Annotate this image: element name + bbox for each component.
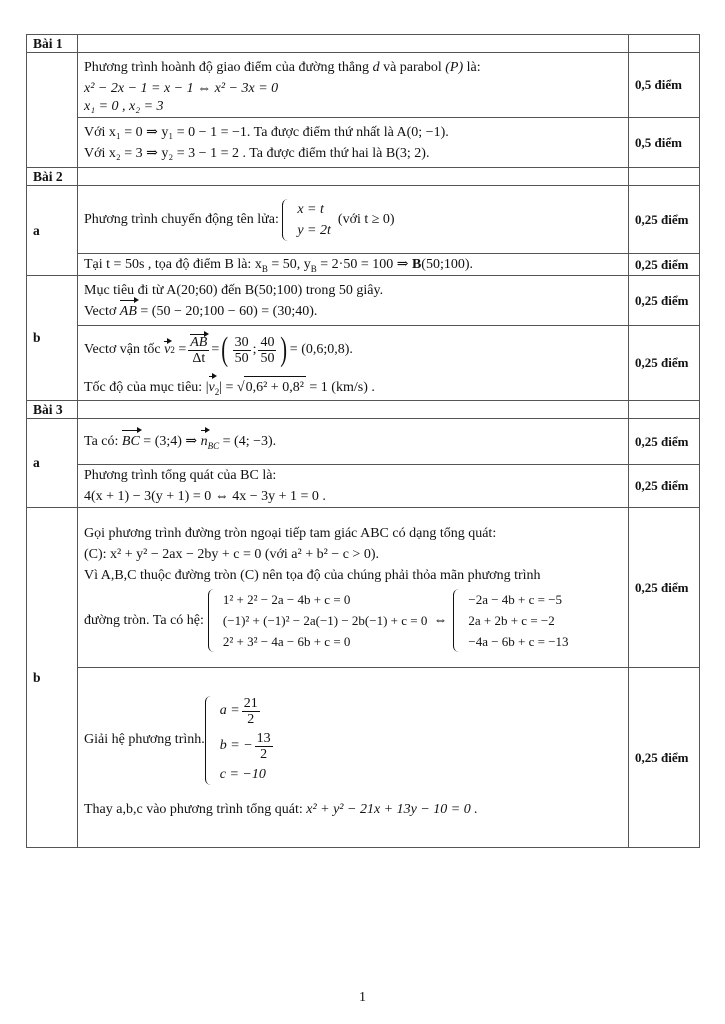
bai2-velocity: Vectơ vận tốc v 2 = $\frac{AB}{\Delta t}$ = ( $\frac{30}{50}$ ; $\frac{40}{50}$ ) = (0,6;0,8). Tốc độ của mục tiêu: $|v_2| = √0,6^2 + 0,8^2 = 1$ (km/s) . <box>78 326 629 401</box>
part-label <box>27 53 78 168</box>
bai3-circle-system: Gọi phương trình đường tròn ngoại tiếp tam giác ABC có dạng tổng quát: (C): x² + y² − 2ax − 2by + c = 0 (với a² + b² − c > 0). Vì A,B,C thuộc đường tròn (C) nên tọa độ của chúng phải thỏa mãn phương trình đường tròn. Ta có hệ: 1² + 2² − 2a − 4b + c = 0 (−1)² + (−1)² − 2a(−1) − 2b(−1) + c = 0 2² + 3² − 4a − 6b + c = 0 ⇔ −2a − 4b + c = −5 2a + 2b + c = −2 −4a − 6b + c = −13 <box>78 508 629 668</box>
bai2-motion: Phương trình chuyển động tên lửa: x = t y = 2t (với t ≥ 0) <box>78 186 629 254</box>
score-badge: 0,5 điểm <box>629 118 700 168</box>
solution-table <box>26 34 700 848</box>
bai1-step1: Phương trình hoành độ giao điểm của đường thẳng d và parabol (P) là: x² − 2x − 1 = x − 1 ⇔ x² − 3x = 0 x₁ = 0 , x₂ = 3 <box>78 53 629 118</box>
part-label-b: b <box>27 276 78 401</box>
part-label-b: b <box>27 508 78 848</box>
part-label-a: a <box>27 419 78 508</box>
section-title-bai3: Bài 3 <box>27 401 78 419</box>
score-badge: 0,25 điểm <box>629 508 700 668</box>
score-badge: 0,5 điểm <box>629 53 700 118</box>
score-badge: 0,25 điểm <box>629 419 700 465</box>
part-label-a: a <box>27 186 78 276</box>
score-badge: 0,25 điểm <box>629 276 700 326</box>
bai2-vector-ab: Mục tiêu đi từ A(20;60) đến B(50;100) trong 50 giây. Vectơ AB = (50 − 20;100 − 60) = (30;40). <box>78 276 629 326</box>
bai1-step2: Với x₁ = 0 ⇒ y₁ = 0 − 1 = −1. Ta được điểm thứ nhất là A(0; −1). Với x₂ = 3 ⇒ y₂ = 3 − 1 = 2 . Ta được điểm thứ hai là B(3; 2). <box>78 118 629 168</box>
equation: x² − 2x − 1 = x − 1 ⇔ x² − 3x = 0 <box>84 80 279 96</box>
solution-system: a = $\frac{21}{2}$ b = − $\frac{13}{2}$ c = −10 <box>205 696 275 785</box>
equation: x₁ = 0 , x₂ = 3 <box>84 98 164 114</box>
section-title-bai1: Bài 1 <box>27 35 78 53</box>
page-number: 1 <box>359 990 366 1005</box>
score-badge: 0,25 điểm <box>629 668 700 848</box>
equation-system: 1² + 2² − 2a − 4b + c = 0 (−1)² + (−1)² − 2a(−1) − 2b(−1) + c = 0 2² + 3² − 4a − 6b + c = 0 <box>208 589 427 652</box>
score-badge: 0,25 điểm <box>629 186 700 254</box>
section-title-bai2: Bài 2 <box>27 168 78 186</box>
score-badge: 0,25 điểm <box>629 465 700 508</box>
bai3-normal-vector: Ta có: BC = (3;4) ⇒ $n_{BC} = (4$; −3). <box>78 419 629 465</box>
equation-system: −2a − 4b + c = −5 2a + 2b + c = −2 −4a − 6b + c = −13 <box>453 589 568 652</box>
equation-system: x = t y = 2t <box>282 199 331 241</box>
score-badge: 0,25 điểm <box>629 326 700 401</box>
bai3-line-bc: Phương trình tổng quát của BC là: 4(x + 1) − 3(y + 1) = 0 ⇔ 4x − 3y + 1 = 0 . <box>78 465 629 508</box>
bai3-solution: Giải hệ phương trình. a = $\frac{21}{2}$ b = − $\frac{13}{2}$ c = −10 Thay a,b,c vào phương trình tổng quát: x² + y² − 21x + 13y − 10 = 0 . <box>78 668 629 848</box>
bai2-point-b: Tại t = 50s , tọa độ điểm B là: $x_B = 50$, $y_B = 2\cdot 50 = 100$ ⇒ B(50;100). <box>78 254 629 276</box>
score-badge: 0,25 điểm <box>629 254 700 276</box>
